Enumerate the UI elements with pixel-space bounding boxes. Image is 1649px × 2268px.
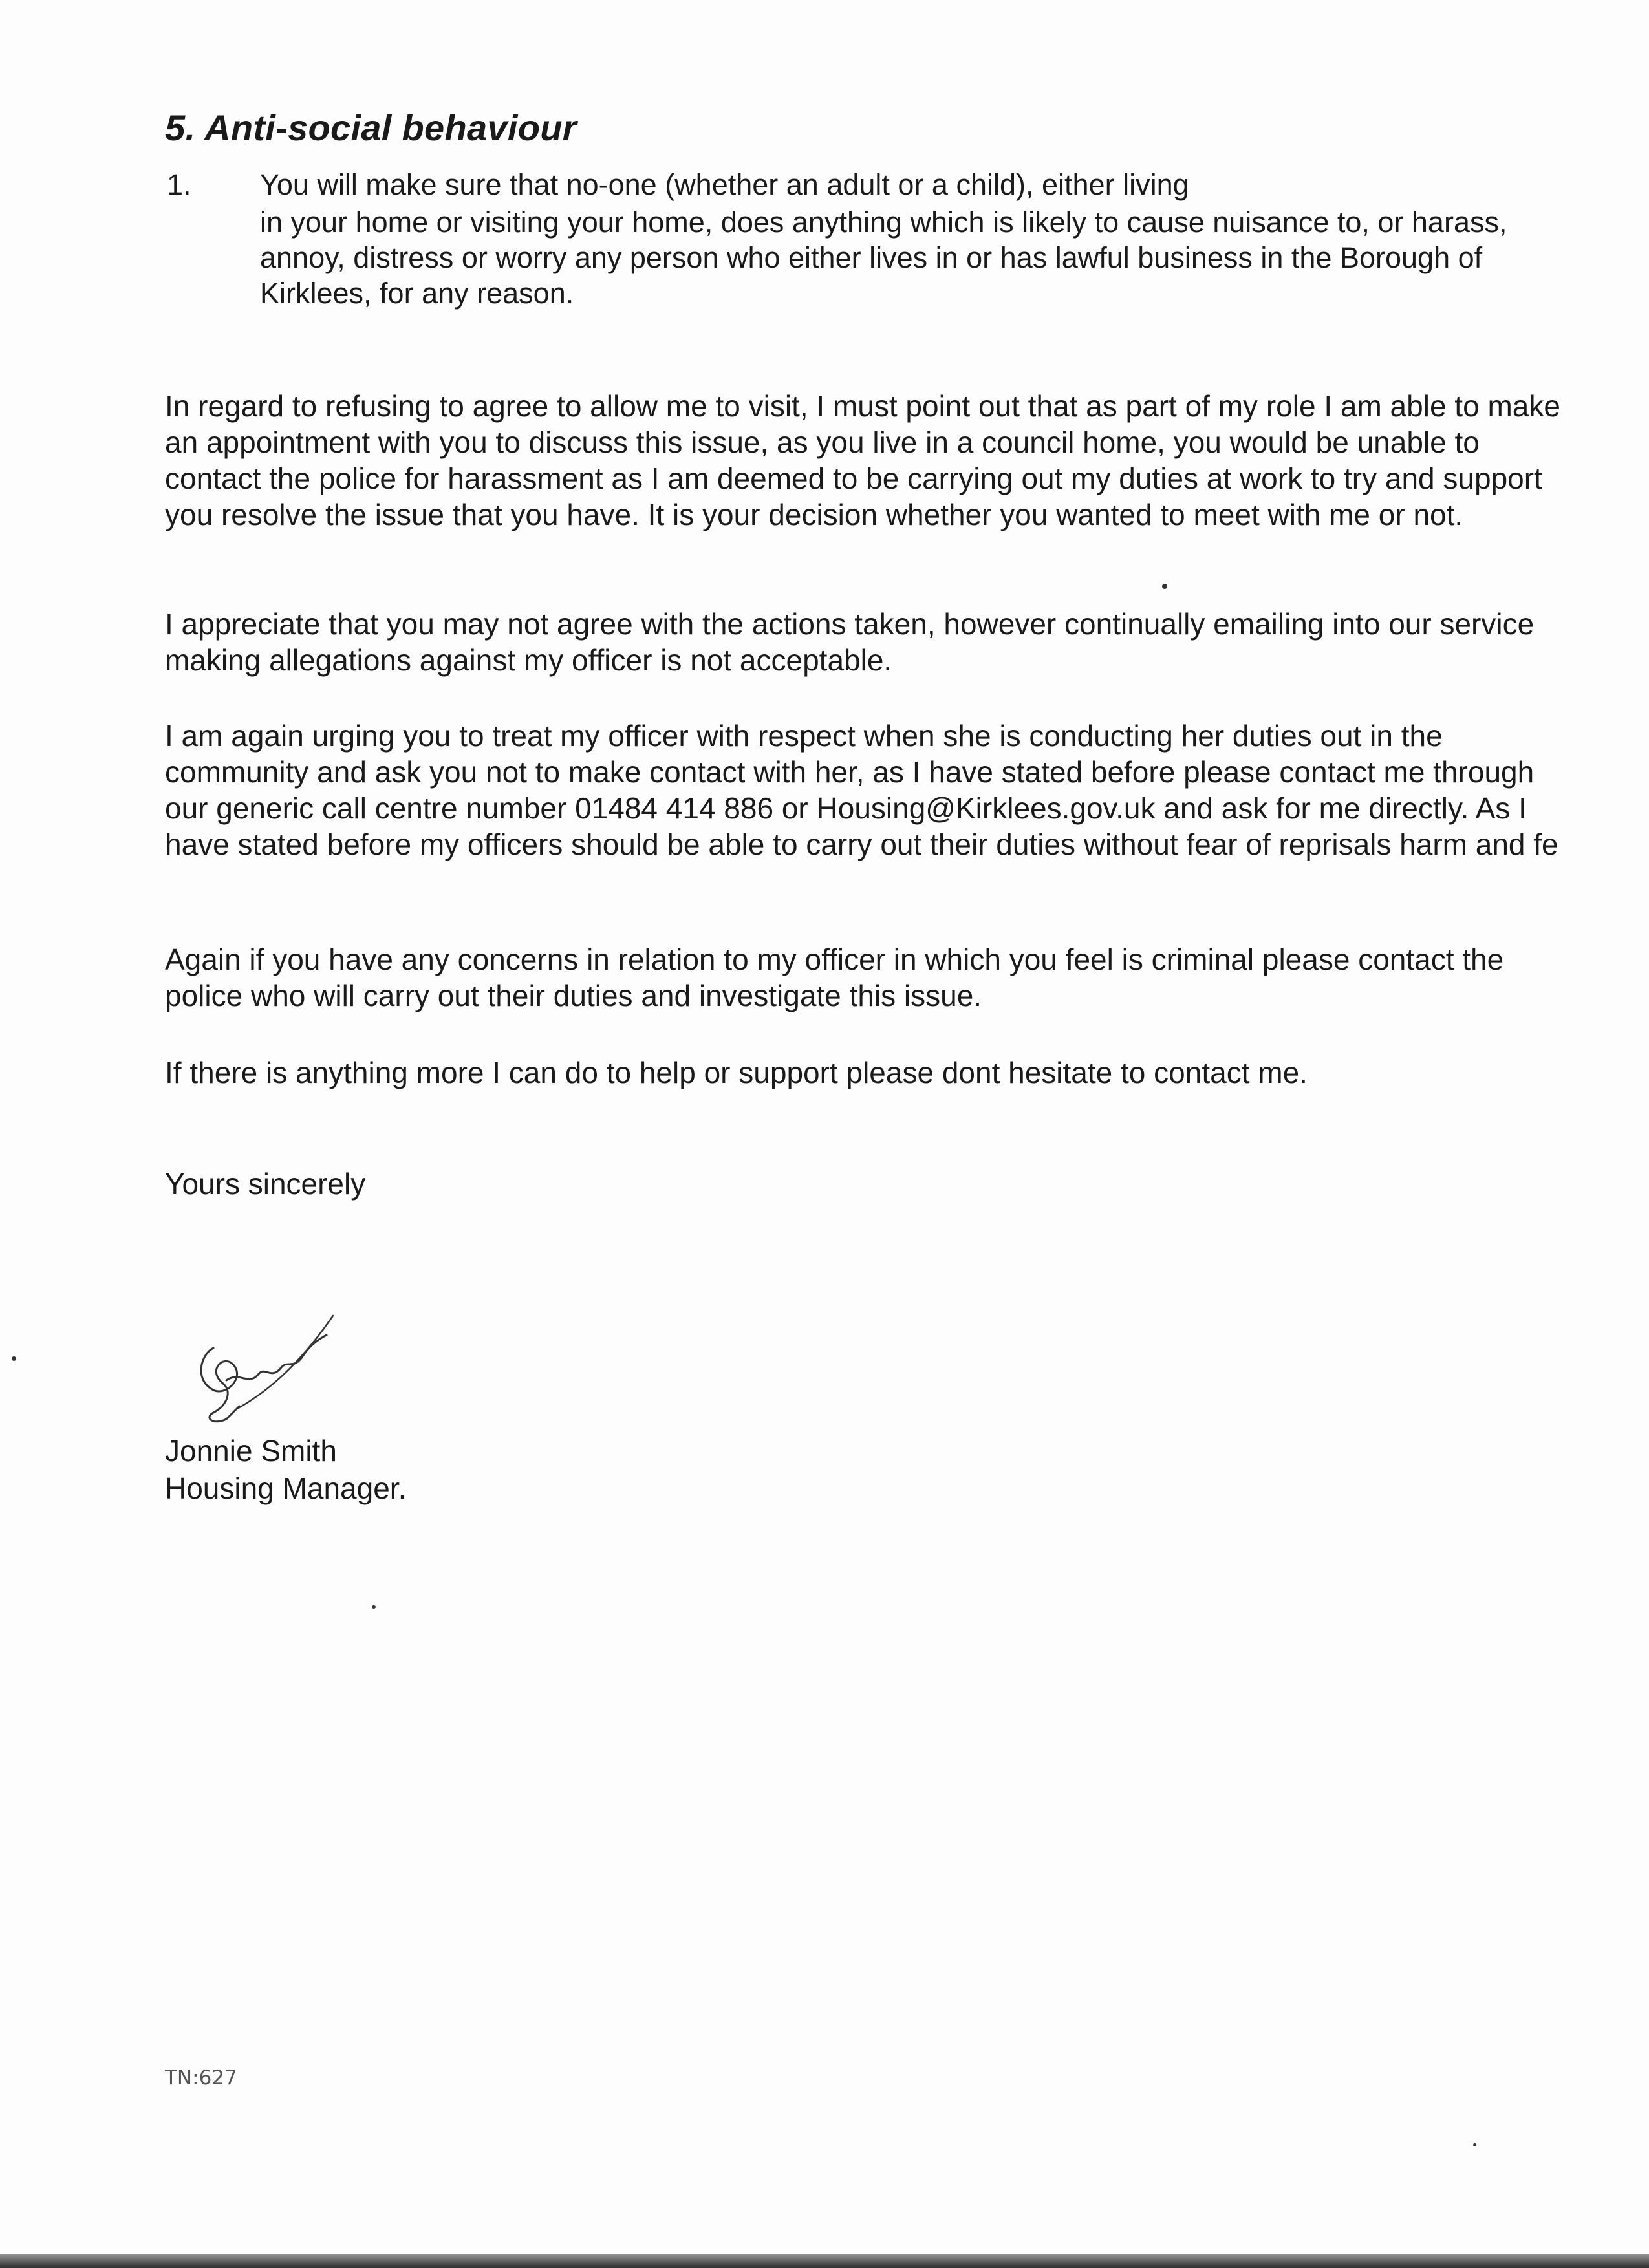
paragraph-respect: I am again urging you to treat my officer with respect when she is conducting her duties out in the community and ask you not to make contact with her, as I have stated before please contact me through our generic call centre number 01484 414 886 or Housing@Kirklees.gov.uk and ask for me directly. As I have stated before my officers should be able to carry out their duties without fear of reprisals harm and fe — [165, 719, 1558, 861]
list-item-text — [260, 167, 1553, 311]
signatory-block — [165, 1432, 406, 1507]
scan-bottom-edge — [0, 2254, 1649, 2268]
paragraph-police: Again if you have any concerns in relation to my officer in which you feel is criminal please contact the police who will carry out their duties and investigate this issue. — [165, 943, 1504, 1012]
list-item-line1: You will make sure that no-one (whether an adult or a child), either living — [260, 168, 1189, 201]
reference-code: TN:627 — [165, 2066, 237, 2090]
handwritten-signature — [188, 1309, 336, 1439]
signatory-title: Housing Manager. — [165, 1471, 407, 1505]
closing-salutation: Yours sincerely — [165, 1167, 366, 1201]
section-heading: 5. Anti-social behaviour — [165, 107, 577, 148]
list-item-rest: in your home or visiting your home, does anything which is likely to cause nuisance to, or harass, annoy, distress or worry any person who either lives in or has lawful business in the Borough of Kirklees, for any reason. — [260, 206, 1507, 310]
scan-speck — [372, 1605, 376, 1609]
signatory-name: Jonnie Smith — [165, 1434, 337, 1468]
list-item-number: 1. — [167, 168, 191, 201]
scan-speck — [1473, 2143, 1476, 2146]
paragraph-visit-refusal: In regard to refusing to agree to allow me to visit, I must point out that as part of my role I am able to make an appointment with you to discuss this issue, as you live in a council home, you would be unable to contact the police for harassment as I am deemed to be carrying out my duties at work to try and support you resolve the issue that you have. It is your decision whether you wanted to meet with me or not. — [165, 389, 1560, 531]
scan-speck — [1162, 584, 1167, 589]
paragraph-emailing: I appreciate that you may not agree with the actions taken, however continually emailing into our service making allegations against my officer is not acceptable. — [165, 607, 1535, 677]
paragraph-help: If there is anything more I can do to help or support please dont hesitate to contact me. — [165, 1056, 1308, 1089]
scan-speck — [12, 1356, 16, 1361]
